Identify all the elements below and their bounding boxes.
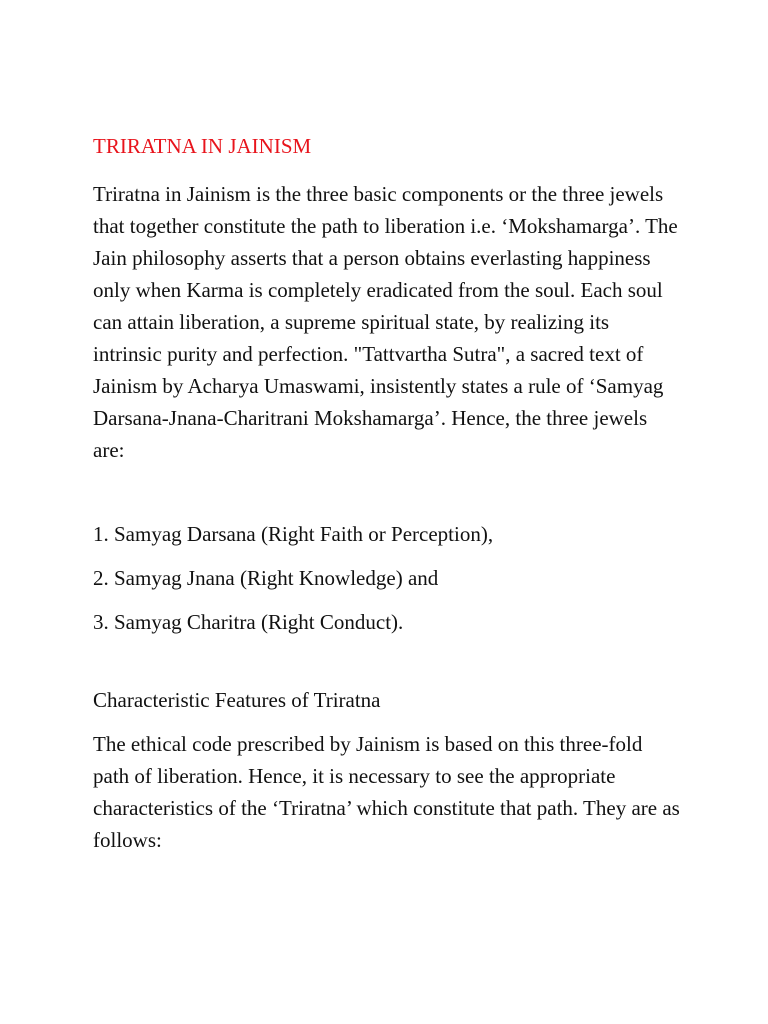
- list-item: 2. Samyag Jnana (Right Knowledge) and: [93, 566, 439, 590]
- list-item: 3. Samyag Charitra (Right Conduct).: [93, 610, 404, 634]
- features-paragraph: The ethical code prescribed by Jainism is based on this three-fold path of liberation. Hence, it is necessary to see the appropriate characteristics of the ‘Triratna’ which constitute that path. They are as follows:: [93, 732, 680, 852]
- jewels-list: [93, 518, 693, 638]
- section-heading: Characteristic Features of Triratna: [93, 688, 381, 712]
- intro-paragraph: Triratna in Jainism is the three basic components or the three jewels that together constitute the path to liberation i.e. ‘Mokshamarga’. The Jain philosophy asserts that a person obtains everlasting happiness only when Karma is completely eradicated from the soul. Each soul can attain liberation, a supreme spiritual state, by realizing its intrinsic purity and perfection. "Tattvartha Sutra", a sacred text of Jainism by Acharya Umaswami, insistently states a rule of ‘Samyag Darsana-Jnana-Charitrani Mokshamarga’. Hence, the three jewels are:: [93, 182, 678, 462]
- document-title: TRIRATNA IN JAINISM: [93, 134, 312, 158]
- list-item: 1. Samyag Darsana (Right Faith or Perception),: [93, 522, 494, 546]
- document-page: [93, 130, 693, 856]
